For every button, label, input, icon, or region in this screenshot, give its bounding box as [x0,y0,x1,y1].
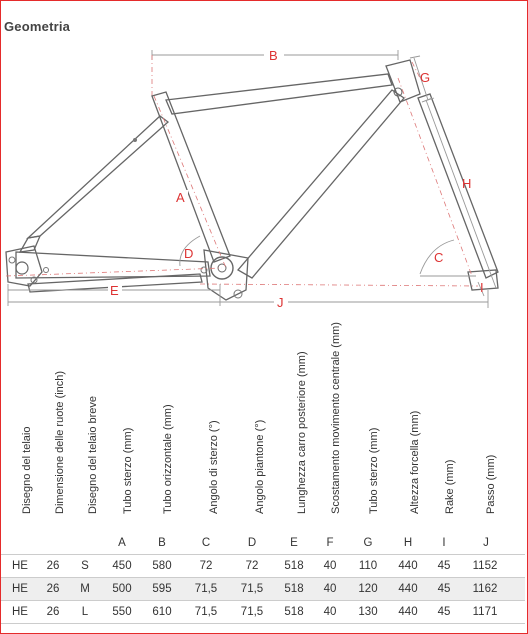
header-passo: Passo (mm) [485,454,497,514]
header-disegno-breve: Disegno del telaio breve [87,395,99,514]
dimension-j [8,290,488,310]
header-altezza-forcella: Altezza forcella (mm) [409,410,421,514]
header-tubo-orizzontale: Tubo orizzontale (mm) [162,404,174,514]
header-angolo-sterzo: Angolo di sterzo (°) [208,420,220,514]
label-g: G [420,70,431,85]
label-i: I [480,280,484,295]
label-c: C [434,250,444,265]
header-scostamento: Scostamento movimento centrale (mm) [330,322,342,514]
header-tubo-sterzo: Tubo sterzo (mm) [122,427,134,514]
divider [1,623,525,624]
bike-geometry-diagram [0,38,528,318]
label-j: J [277,295,284,310]
label-d: D [184,246,194,261]
label-a: A [176,190,185,205]
header-rake: Rake (mm) [444,459,456,514]
header-tubo-sterzo-2: Tubo sterzo (mm) [368,427,380,514]
label-e: E [110,283,119,298]
table-row: HE 26 S 450 580 72 72 518 40 110 440 45 1152 [12,560,498,572]
header-lunghezza-carro: Lunghezza carro posteriore (mm) [296,351,308,514]
dimension-a [174,190,188,206]
label-b: B [269,48,278,63]
table-row: HE 26 M 500 595 71,5 71,5 518 40 120 440 45 1162 [1,578,525,600]
label-h: H [462,176,472,191]
dimension-i [478,280,484,296]
dimension-letters-row: A B C D E F G H I J [118,537,489,549]
header-disegno-telaio: Disegno del telaio [21,426,33,514]
header-angolo-piantone: Angolo piantone (°) [254,419,266,514]
dimension-c [420,240,476,276]
header-dimensione-ruote: Dimensione delle ruote (inch) [54,370,66,514]
page-title: Geometria [4,19,71,34]
bike-frame [6,60,420,300]
table-row: HE 26 L 550 610 71,5 71,5 518 40 130 440 45 1171 [12,606,498,618]
construction-lines [6,62,478,286]
